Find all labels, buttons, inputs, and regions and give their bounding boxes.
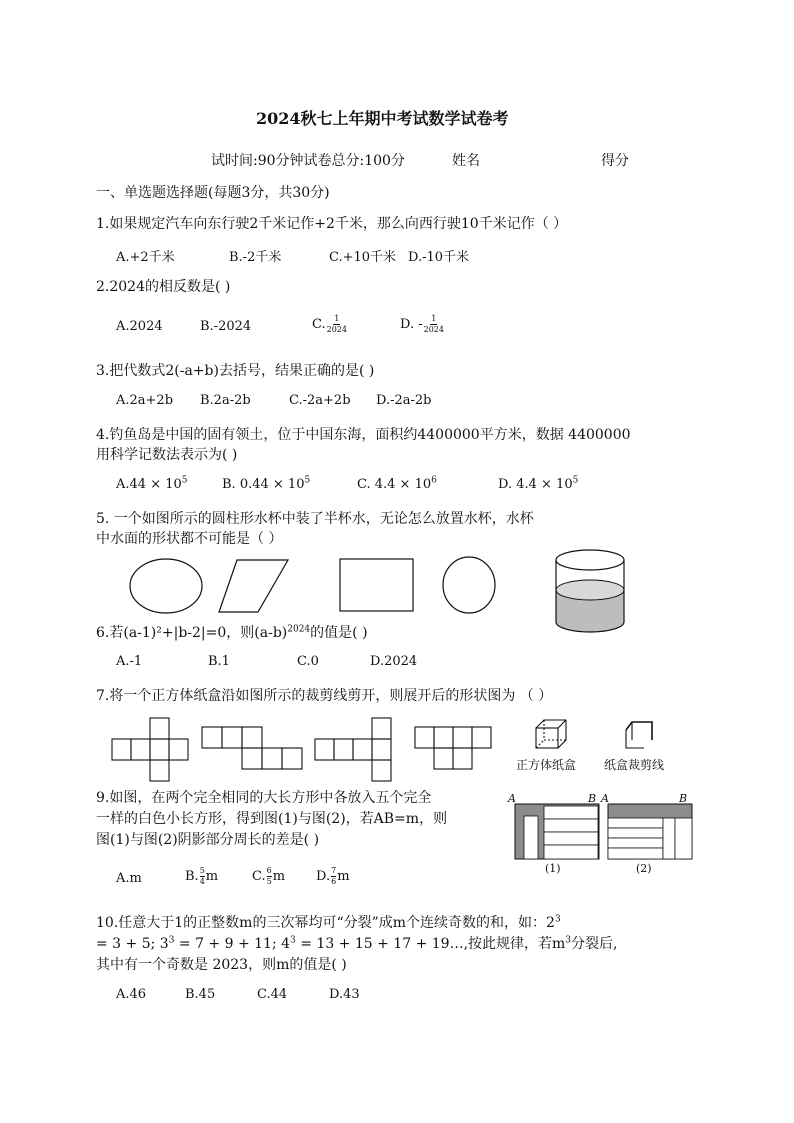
q6-option-d: D.2024 xyxy=(370,654,418,669)
fraction-numerator: 1 xyxy=(334,314,340,323)
section-heading: 一、单选题选择题(每题3分，共30分) xyxy=(96,185,330,201)
figure-2 xyxy=(608,804,692,859)
cut-lines-caption: 纸盒裁剪线 xyxy=(604,758,665,772)
q9-option-a: A.m xyxy=(116,871,142,886)
q4-c-base: C. 4.4 × 10 xyxy=(357,477,432,492)
q10-option-d: D.43 xyxy=(329,987,360,1002)
fraction-denominator: 2024 xyxy=(423,325,444,334)
q3-option-d: D.-2a-2b xyxy=(376,393,432,408)
fraction-denominator: 6 xyxy=(331,877,337,886)
question-5-stem-line1: 5. 一个如图所示的圆柱形水杯中装了半杯水，无论怎么放置水杯，水杯 xyxy=(96,511,534,527)
question-9-stem-line3: 图(1)与图(2)阴影部分周长的差是( ) xyxy=(96,832,320,848)
q9-c-prefix: C. xyxy=(252,869,266,884)
q9-option-b xyxy=(185,866,218,887)
fraction-denominator: 5 xyxy=(266,877,272,886)
q4-c-exp: 6 xyxy=(431,475,437,486)
q6-stem-exp: 2024 xyxy=(287,624,311,635)
q2-option-c-prefix: C. xyxy=(312,317,326,332)
q1-option-d: D.-10千米 xyxy=(408,250,470,265)
question-9-stem-line2: 一样的白色小长方形，得到图(1)与图(2)，若AB=m，则 xyxy=(96,811,448,827)
fraction-numerator: 1 xyxy=(431,314,437,323)
question-10-line2 xyxy=(96,933,617,953)
q3-option-b: B.2a-2b xyxy=(200,393,251,408)
fraction xyxy=(331,866,336,887)
q9-c-unit: m xyxy=(272,869,286,884)
q10-l2-d: 分裂后, xyxy=(571,936,618,952)
q10-l2-c: = 13 + 15 + 17 + 19…,按此规律，若m xyxy=(295,936,566,952)
q4-a-base: A.44 × 10 xyxy=(116,477,182,492)
fraction xyxy=(200,866,205,887)
name-label: 姓名 xyxy=(452,153,480,169)
fraction-numerator: 5 xyxy=(199,866,205,875)
q6-option-c: C.0 xyxy=(297,654,319,669)
q6-stem-part1: 6.若(a-1)²+|b-2|=0，则(a-b) xyxy=(96,625,288,641)
q10-option-a: A.46 xyxy=(116,987,147,1002)
figure-1-caption: (1) xyxy=(545,862,561,875)
q10-line1-text: 10.任意大于1的正整数m的三次幂均可“分裂”成m个连续奇数的和，如：2 xyxy=(96,915,555,931)
q9-option-c xyxy=(252,866,285,887)
fraction-denominator: 2024 xyxy=(326,325,347,334)
question-2-stem: 2.2024的相反数是( ) xyxy=(96,279,231,295)
q4-b-exp: 5 xyxy=(304,475,311,486)
q1-option-b: B.-2千米 xyxy=(229,250,282,265)
q3-option-a: A.2a+2b xyxy=(116,393,174,408)
q1-option-a: A.+2千米 xyxy=(116,250,175,265)
question-4-stem-line1: 4.钓鱼岛是中国的固有领土，位于中国东海，面积约4400000平方米，数据 4400000 xyxy=(96,427,631,443)
q10-line1-exp: 3 xyxy=(554,914,561,925)
question-4-stem-line2: 用科学记数法表示为( ) xyxy=(96,447,238,463)
q4-a-exp: 5 xyxy=(181,475,188,486)
exam-info: 试时间:90分钟试卷总分:100分 xyxy=(211,153,405,169)
cube-box-caption: 正方体纸盒 xyxy=(516,758,577,772)
figure-1 xyxy=(515,804,599,859)
fig1-label-a: A xyxy=(508,792,516,805)
q3-option-c: C.-2a+2b xyxy=(289,393,351,408)
score-label: 得分 xyxy=(601,153,629,169)
q9-option-d xyxy=(316,866,350,887)
fig2-label-b: B xyxy=(679,792,688,805)
q10-l2-b: = 7 + 9 + 11; 4 xyxy=(174,936,291,952)
fraction xyxy=(267,866,272,887)
q9-b-prefix: B. xyxy=(185,869,199,884)
figure-2-caption: (2) xyxy=(636,862,652,875)
page-title: 2024秋七上年期中考试数学试卷考 xyxy=(256,109,509,128)
q1-option-c: C.+10千米 xyxy=(329,250,397,265)
question-10-line3: 其中有一个奇数是 2023，则m的值是( ) xyxy=(96,957,347,973)
question-1-stem: 1.如果规定汽车向东行驶2千米记作+2千米，那么向西行驶10千米记作（ ） xyxy=(96,216,568,232)
fraction-denominator: 4 xyxy=(199,877,205,886)
q6-option-b: B.1 xyxy=(208,654,230,669)
question-10-line1 xyxy=(96,912,561,932)
q6-stem-part2: 的值是( ) xyxy=(310,625,368,641)
q2-option-a: A.2024 xyxy=(116,319,163,334)
fig2-label-a: A xyxy=(601,792,609,805)
q9-d-prefix: D. xyxy=(316,869,331,884)
q10-l2-e1: 3 xyxy=(168,935,175,946)
fig1-label-b: B xyxy=(588,792,597,805)
q10-option-c: C.44 xyxy=(257,987,288,1002)
q2-option-b: B.-2024 xyxy=(200,319,252,334)
question-5-stem-line2: 中水面的形状都不可能是（ ） xyxy=(96,531,283,547)
q10-l2-a: = 3 + 5; 3 xyxy=(96,936,169,952)
q9-d-unit: m xyxy=(337,869,350,884)
fraction-numerator: 6 xyxy=(266,866,272,875)
fraction-numerator: 7 xyxy=(331,866,337,875)
q10-l2-e2: 3 xyxy=(290,935,296,946)
q4-b-base: B. 0.44 × 10 xyxy=(222,477,305,492)
question-3-stem: 3.把代数式2(-a+b)去括号，结果正确的是( ) xyxy=(96,363,375,379)
question-7-stem: 7.将一个正方体纸盒沿如图所示的裁剪线剪开，则展开后的形状图为 （ ） xyxy=(96,688,553,704)
q4-d-exp: 5 xyxy=(572,475,579,486)
q10-l2-e3: 3 xyxy=(565,935,572,946)
question-9-stem-line1: 9.如图，在两个完全相同的大长方形中各放入五个完全 xyxy=(96,790,432,806)
q2-option-d-prefix: D. - xyxy=(400,317,423,332)
q10-option-b: B.45 xyxy=(185,987,216,1002)
q6-option-a: A.-1 xyxy=(116,654,143,669)
q4-d-base: D. 4.4 × 10 xyxy=(498,477,573,492)
q9-b-unit: m xyxy=(205,869,219,884)
